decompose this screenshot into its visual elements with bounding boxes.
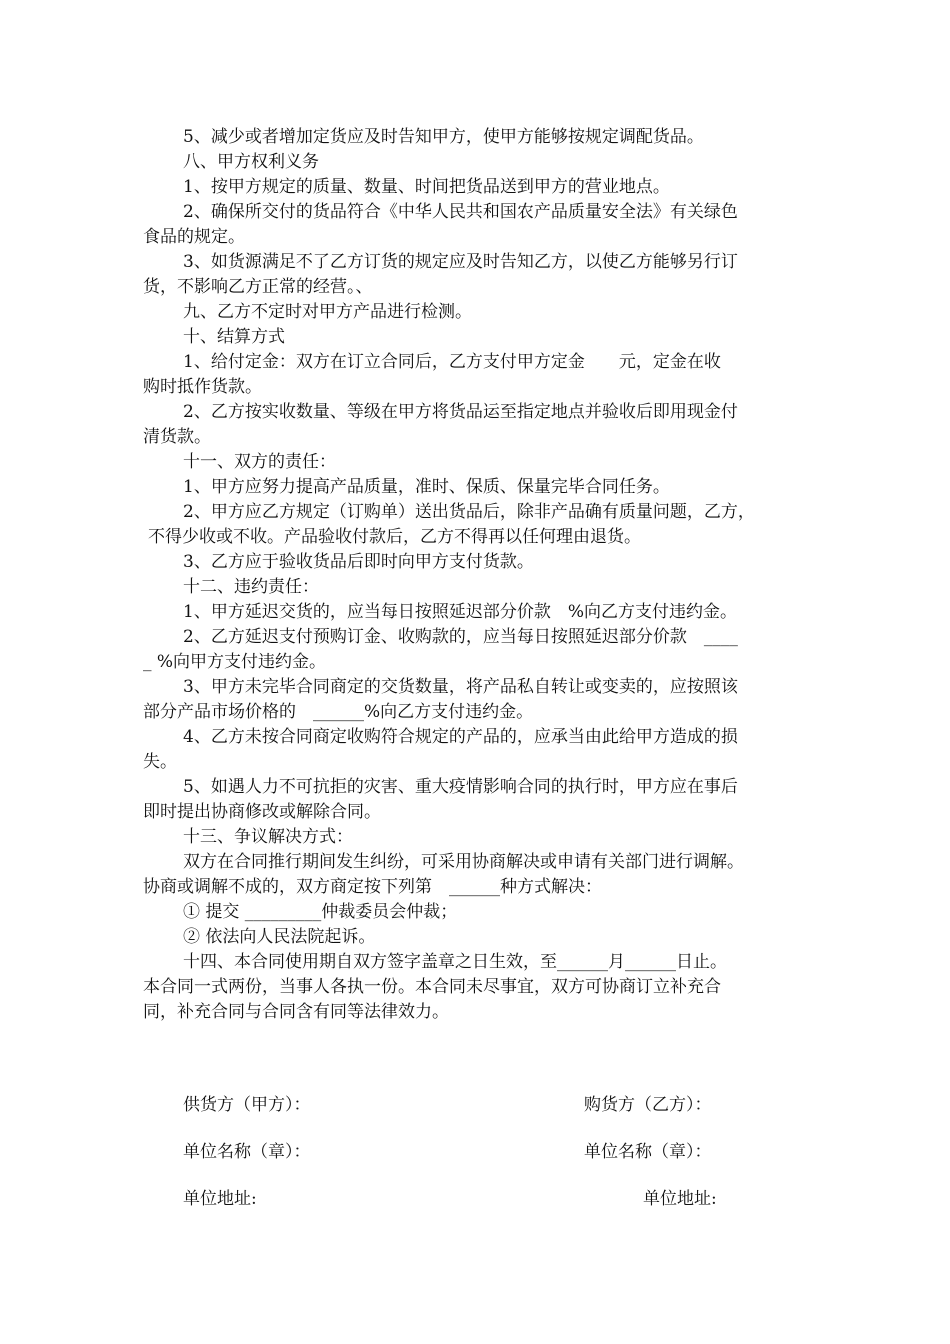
clause-line: 5、减少或者增加定货应及时告知甲方，使甲方能够按规定调配货品。 bbox=[183, 127, 704, 147]
section-heading: 九、乙方不定时对甲方产品进行检测。 bbox=[183, 302, 472, 322]
supplier-address-label: 单位地址: bbox=[183, 1189, 257, 1209]
clause-line: 2、乙方按实收数量、等级在甲方将货品运至指定地点并验收后即用现金付 bbox=[183, 402, 738, 422]
clause-line: 十四、本合同使用期自双方签字盖章之日生效，至______月______日止。 bbox=[183, 952, 727, 972]
clause-line: 1、按甲方规定的质量、数量、时间把货品送到甲方的营业地点。 bbox=[183, 177, 670, 197]
section-heading: 十二、违约责任： bbox=[183, 577, 319, 597]
section-heading: 十三、争议解决方式： bbox=[183, 827, 353, 847]
clause-line: 失。 bbox=[143, 752, 177, 772]
clause-line: 2、甲方应乙方规定（订购单）送出货品后，除非产品确有质量问题，乙方， bbox=[183, 502, 755, 522]
clause-line: 货，不影响乙方正常的经营。、 bbox=[143, 277, 373, 297]
clause-line: 部分产品市场价格的 ______%向乙方支付违约金。 bbox=[143, 702, 534, 722]
clause-line: 2、确保所交付的货品符合《中华人民共和国农产品质量安全法》有关绿色 bbox=[183, 202, 738, 222]
clause-line: 1、给付定金：双方在订立合同后，乙方支付甲方定金 元，定金在收 bbox=[183, 352, 721, 372]
clause-line: 3、甲方未完毕合同商定的交货数量，将产品私自转让或变卖的，应按照该 bbox=[183, 677, 738, 697]
clause-line: ② 依法向人民法院起诉。 bbox=[183, 927, 376, 947]
clause-line: 5、如遇人力不可抗拒的灾害、重大疫情影响合同的执行时，甲方应在事后 bbox=[183, 777, 738, 797]
clause-line: 1、甲方延迟交货的，应当每日按照延迟部分价款 %向乙方支付违约金。 bbox=[183, 602, 737, 622]
section-heading: 十一、双方的责任： bbox=[183, 452, 336, 472]
clause-line: 2、乙方延迟支付预购订金、收购款的，应当每日按照延迟部分价款 ____ bbox=[183, 627, 738, 647]
clause-line: 购时抵作货款。 bbox=[143, 377, 262, 397]
buyer-unit-label: 单位名称（章）： bbox=[584, 1142, 712, 1162]
clause-line: 不得少收或不收。产品验收付款后，乙方不得再以任何理由退货。 bbox=[148, 527, 641, 547]
clause-line: 本合同一式两份，当事人各执一份。本合同未尽事宜，双方可协商订立补充合 bbox=[143, 977, 721, 997]
buyer-address-label: 单位地址: bbox=[643, 1189, 717, 1209]
clause-line: _ %向甲方支付违约金。 bbox=[143, 652, 327, 672]
clause-line: 清货款。 bbox=[143, 427, 211, 447]
clause-line: 4、乙方未按合同商定收购符合规定的产品的，应承当由此给甲方造成的损 bbox=[183, 727, 738, 747]
supplier-label: 供货方（甲方）： bbox=[183, 1095, 311, 1115]
clause-line: ① 提交 _________仲裁委员会仲裁； bbox=[183, 902, 458, 922]
clause-line: 协商或调解不成的，双方商定按下列第 ______种方式解决： bbox=[143, 877, 602, 897]
clause-line: 同，补充合同与合同含有同等法律效力。 bbox=[143, 1002, 449, 1022]
clause-line: 3、乙方应于验收货品后即时向甲方支付货款。 bbox=[183, 552, 534, 572]
buyer-label: 购货方（乙方）： bbox=[584, 1095, 712, 1115]
clause-line: 3、如货源满足不了乙方订货的规定应及时告知乙方，以使乙方能够另行订 bbox=[183, 252, 738, 272]
section-heading: 八、甲方权利义务 bbox=[183, 152, 319, 172]
section-heading: 十、结算方式 bbox=[183, 327, 285, 347]
clause-line: 1、甲方应努力提高产品质量，准时、保质、保量完毕合同任务。 bbox=[183, 477, 670, 497]
supplier-unit-label: 单位名称（章）： bbox=[183, 1142, 311, 1162]
clause-line: 食品的规定。 bbox=[143, 227, 245, 247]
clause-line: 双方在合同推行期间发生纠纷，可采用协商解决或申请有关部门进行调解。 bbox=[183, 852, 744, 872]
clause-line: 即时提出协商修改或解除合同。 bbox=[143, 802, 381, 822]
